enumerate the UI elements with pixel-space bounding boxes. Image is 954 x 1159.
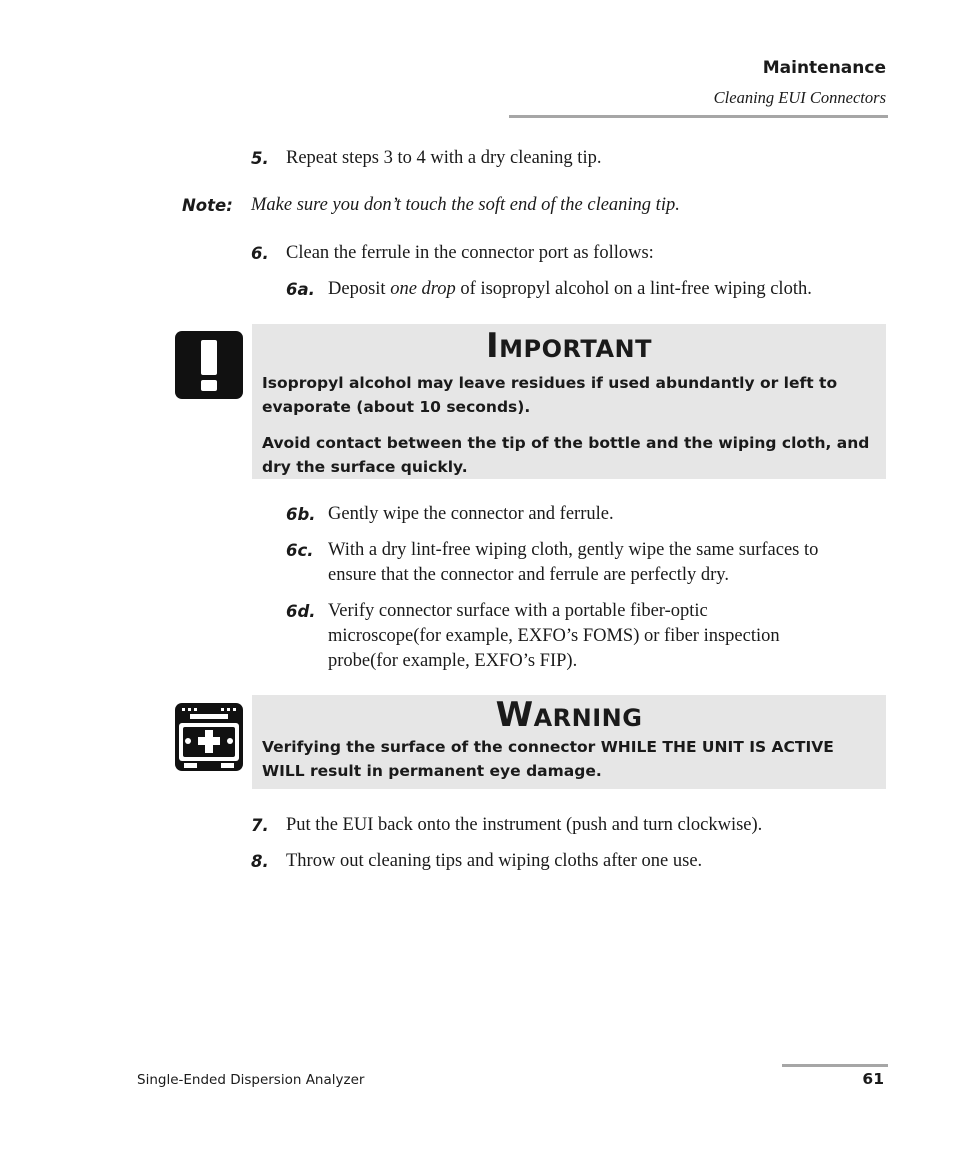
header-section-title: Maintenance (762, 58, 886, 78)
step-6d (286, 599, 316, 625)
step-6b (286, 502, 316, 528)
step-text-emphasis: one drop (390, 279, 456, 299)
step-5 (251, 146, 269, 172)
step-text: probe(for example, EXFO’s FIP). (328, 651, 578, 671)
step-text: Clean the ferrule in the connector port as follows: (286, 243, 654, 263)
step-text: Repeat steps 3 to 4 with a dry cleaning tip. (286, 148, 602, 168)
step-7 (251, 813, 269, 839)
important-paragraph: Isopropyl alcohol may leave residues if used abundantly or left to evaporate (about 10 seconds). (262, 374, 838, 416)
step-text: Gently wipe the connector and ferrule. (328, 504, 614, 524)
header-subsection-title: Cleaning EUI Connectors (713, 88, 886, 107)
warning-paragraph: Verifying the surface of the connector WHILE THE UNIT IS ACTIVE WILL result in permanent eye damage. (262, 738, 834, 780)
warning-title: WARNING (495, 695, 643, 735)
step-6 (251, 241, 269, 267)
ambulance-icon (175, 703, 243, 771)
ambulance-icon-glyph (175, 703, 243, 771)
step-number: 6d. (286, 602, 316, 621)
step-number: 6b. (286, 505, 316, 524)
step-text-post: of isopropyl alcohol on a lint-free wiping cloth. (460, 279, 812, 299)
important-paragraph: Avoid contact between the tip of the bottle and the wiping cloth, and dry the surface quickly. (262, 434, 870, 476)
footer-rule (782, 1064, 888, 1067)
step-text: Put the EUI back onto the instrument (push and turn clockwise). (286, 815, 763, 835)
note-text: Make sure you don’t touch the soft end of the cleaning tip. (251, 195, 680, 215)
important-box (252, 324, 886, 479)
step-text: microscope(for example, EXFO’s FOMS) or fiber inspection (328, 626, 780, 646)
warning-box (252, 695, 886, 789)
page-number: 61 (862, 1070, 884, 1088)
footer-product-name: Single-Ended Dispersion Analyzer (137, 1072, 365, 1088)
step-text: ensure that the connector and ferrule are perfectly dry. (328, 565, 729, 585)
step-text: Verify connector surface with a portable fiber-optic (328, 601, 708, 621)
step-text: With a dry lint-free wiping cloth, gently wipe the same surfaces to (328, 540, 819, 560)
important-title: IMPORTANT (486, 326, 652, 366)
step-number: 6c. (286, 541, 314, 560)
step-number: 6. (251, 244, 269, 263)
step-6c (286, 538, 314, 564)
step-text: Throw out cleaning tips and wiping cloths after one use. (286, 851, 703, 871)
step-number: 6a. (286, 280, 315, 299)
step-6a (286, 277, 315, 303)
step-number: 7. (251, 816, 269, 835)
note-label: Note: (182, 196, 233, 215)
step-text (328, 277, 812, 302)
exclamation-icon-glyph (175, 331, 243, 399)
header-rule (509, 115, 888, 118)
exclamation-icon (175, 331, 243, 399)
step-number: 5. (251, 149, 269, 168)
step-8 (251, 849, 269, 875)
step-number: 8. (251, 852, 269, 871)
step-text-pre: Deposit (328, 279, 386, 299)
